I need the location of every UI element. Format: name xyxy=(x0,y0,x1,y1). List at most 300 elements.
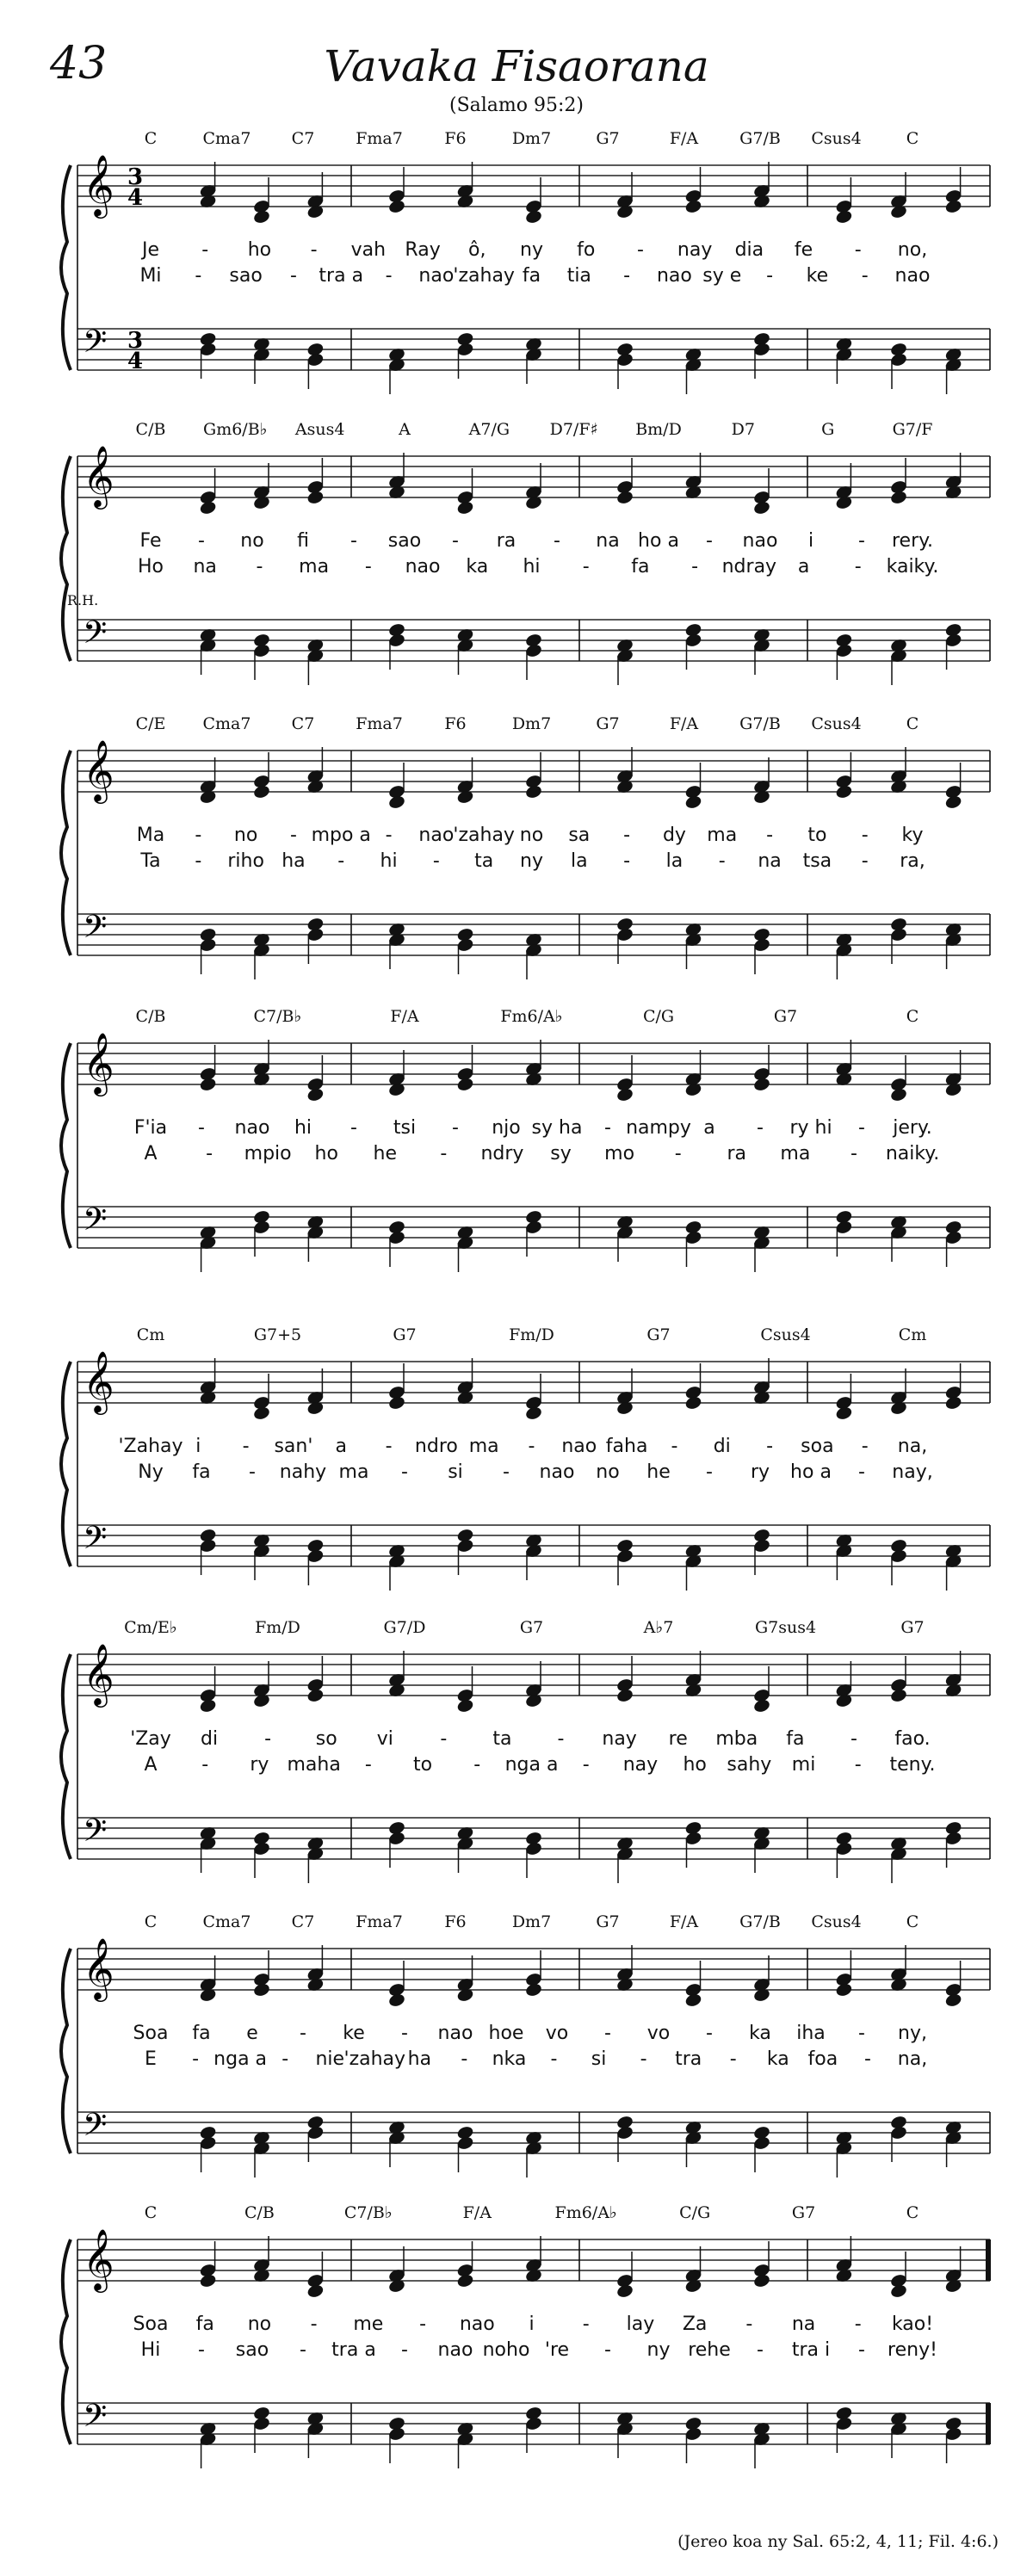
treble-notehead xyxy=(944,1992,962,2008)
lyric-syllable: Ray xyxy=(405,239,441,261)
lyric-syllable: fa xyxy=(195,2313,214,2335)
lyric-syllable: ka xyxy=(466,556,489,578)
chord-symbol: F/A xyxy=(390,1007,419,1026)
lyric-syllable: no xyxy=(519,825,544,846)
lyric-syllable: tsi xyxy=(393,1117,417,1139)
lyric-hyphen: - xyxy=(198,1117,205,1139)
lyric-hyphen: - xyxy=(264,1728,272,1750)
lyric-syllable: sy xyxy=(550,1143,572,1164)
lyric-hyphen: - xyxy=(706,530,713,552)
lyric-syllable: nao xyxy=(234,1117,270,1139)
lyric-hyphen: - xyxy=(674,1143,682,1164)
lyric-syllable: ka xyxy=(749,2023,771,2044)
chord-symbol: C/B xyxy=(135,1007,166,1026)
lyric-hyphen: - xyxy=(337,850,345,872)
lyric-syllable: nao xyxy=(742,530,778,552)
lyric-syllable: to xyxy=(807,825,827,846)
lyric-syllable: A xyxy=(144,1143,158,1164)
treble-notehead xyxy=(524,784,542,800)
lyric-line-verse-2 xyxy=(43,1754,999,1778)
lyric-line-verse-2 xyxy=(43,265,999,289)
lyric-syllable: na, xyxy=(897,2048,928,2070)
lyric-syllable: ke xyxy=(343,2023,365,2044)
treble-notehead xyxy=(199,2273,217,2289)
lyric-hyphen: - xyxy=(249,1461,256,1483)
treble-notehead xyxy=(199,1077,217,1092)
lyric-hyphen: - xyxy=(557,1728,565,1750)
lyric-hyphen: - xyxy=(861,850,869,872)
lyric-hyphen: - xyxy=(385,825,393,846)
chord-symbol: D7 xyxy=(731,420,755,439)
lyric-hyphen: - xyxy=(289,265,297,287)
treble-notehead xyxy=(835,1405,853,1421)
lyric-syllable: he xyxy=(373,1143,398,1164)
lyric-hyphen: - xyxy=(401,2023,408,2044)
time-signature-denominator: 4 xyxy=(127,349,144,374)
chord-symbol: Cma7 xyxy=(202,1912,251,1931)
chord-symbol: G7 xyxy=(596,1912,620,1931)
lyric-syllable: rehe xyxy=(688,2339,731,2361)
time-signature-numerator: 3 xyxy=(127,328,144,354)
chord-symbol: F6 xyxy=(444,129,467,148)
lyric-hyphen: - xyxy=(757,2339,764,2361)
lyric-syllable: ho a xyxy=(790,1461,832,1483)
lyric-hyphen: - xyxy=(550,2048,558,2070)
chord-symbol: G7 xyxy=(791,2203,816,2222)
treble-notehead xyxy=(252,209,270,225)
hymn-title: Vavaka Fisaorana xyxy=(324,41,709,91)
chord-symbol: C7 xyxy=(291,714,315,733)
final-barline xyxy=(986,2239,991,2281)
lyric-syllable: ho xyxy=(314,1143,338,1164)
lyric-syllable: mpio xyxy=(244,1143,292,1164)
lyric-syllable: ha xyxy=(281,850,306,872)
lyric-syllable: lay xyxy=(626,2313,655,2335)
chord-symbol: G7/B xyxy=(739,129,781,148)
right-hand-marking: R.H. xyxy=(67,592,99,608)
lyric-hyphen: - xyxy=(528,1436,535,1457)
bass-clef-icon: 𝄢 xyxy=(83,2398,108,2442)
chord-symbol: A7/G xyxy=(468,420,510,439)
lyric-syllable: hi xyxy=(523,556,541,578)
lyric-syllable: a xyxy=(703,1117,715,1139)
treble-notehead xyxy=(684,199,702,214)
lyric-syllable: ra xyxy=(496,530,516,552)
chord-symbol: C xyxy=(906,1912,919,1931)
lyric-line-verse-1 xyxy=(43,1728,999,1752)
lyric-syllable: nao xyxy=(405,556,441,578)
treble-clef-icon: 𝄞 xyxy=(83,2227,114,2290)
chord-symbol: Fma7 xyxy=(356,714,403,733)
chord-symbol: G7 xyxy=(646,1325,671,1344)
treble-notehead xyxy=(252,1405,270,1421)
lyric-syllable: Ta xyxy=(140,850,161,872)
treble-notehead xyxy=(615,1688,634,1703)
lyric-syllable: riho xyxy=(227,850,264,872)
bass-clef-icon: 𝄢 xyxy=(83,324,108,368)
lyric-syllable: nay, xyxy=(892,1461,933,1483)
chord-symbol: C7 xyxy=(291,129,315,148)
chord-symbol: C/G xyxy=(679,2203,711,2222)
lyric-syllable: teny. xyxy=(889,1754,936,1776)
lyric-line-verse-2 xyxy=(43,1461,999,1486)
treble-clef-icon: 𝄞 xyxy=(83,738,114,801)
lyric-syllable: san' xyxy=(274,1436,313,1457)
lyric-line-verse-1 xyxy=(43,825,999,849)
treble-notehead xyxy=(456,1077,474,1092)
lyric-syllable: A xyxy=(144,1754,158,1776)
lyric-syllable: Ho xyxy=(137,556,164,578)
chord-symbol: F6 xyxy=(444,1912,467,1931)
chord-symbol: Csus4 xyxy=(811,1912,862,1931)
lyric-syllable: ka xyxy=(766,2048,789,2070)
chord-symbol: Cma7 xyxy=(202,129,251,148)
chord-symbol: C xyxy=(144,129,158,148)
chord-symbol: Fma7 xyxy=(356,1912,403,1931)
treble-clef-icon: 𝄞 xyxy=(83,1350,114,1412)
lyric-syllable: soa xyxy=(801,1436,834,1457)
chord-symbol: G7 xyxy=(900,1618,925,1637)
lyric-hyphen: - xyxy=(861,825,869,846)
lyric-syllable: ry hi xyxy=(789,1117,832,1139)
lyric-syllable: ny xyxy=(646,2339,671,2361)
lyric-hyphen: - xyxy=(582,1754,590,1776)
lyric-syllable: nay xyxy=(602,1728,637,1750)
lyric-syllable: 'zahay xyxy=(343,2048,406,2070)
treble-clef-icon: 𝄞 xyxy=(83,1031,114,1094)
lyric-syllable: i xyxy=(195,1436,201,1457)
lyric-hyphen: - xyxy=(706,2023,713,2044)
chord-symbol: Gm6/B♭ xyxy=(203,420,268,439)
lyric-hyphen: - xyxy=(289,825,297,846)
lyric-syllable: ta xyxy=(474,850,494,872)
lyric-syllable: ho xyxy=(683,1754,707,1776)
lyric-syllable: ry xyxy=(250,1754,269,1776)
chord-symbol: C/B xyxy=(244,2203,275,2222)
lyric-syllable: ma xyxy=(468,1436,499,1457)
lyric-line-verse-2 xyxy=(43,2339,999,2363)
music-system xyxy=(43,1007,999,1300)
treble-notehead xyxy=(752,1698,770,1714)
lyric-hyphen: - xyxy=(300,2023,306,2044)
lyric-hyphen: - xyxy=(745,2313,753,2335)
lyric-syllable: fa xyxy=(192,1461,211,1483)
treble-notehead xyxy=(387,1992,405,2008)
chord-symbol: G7/F xyxy=(892,420,933,439)
lyric-hyphen: - xyxy=(604,2339,611,2361)
lyric-syllable: fo xyxy=(577,239,596,261)
lyric-hyphen: - xyxy=(850,1143,857,1164)
lyric-hyphen: - xyxy=(554,530,560,552)
lyric-syllable: dia xyxy=(734,239,764,261)
treble-notehead xyxy=(752,2273,770,2289)
lyric-syllable: kaiky. xyxy=(886,556,939,578)
lyric-hyphen: - xyxy=(858,2023,865,2044)
lyric-hyphen: - xyxy=(310,239,318,261)
chord-symbol: G7sus4 xyxy=(754,1618,817,1637)
lyric-hyphen: - xyxy=(201,1754,209,1776)
music-system xyxy=(43,420,999,713)
lyric-syllable: tia xyxy=(566,265,591,287)
lyric-syllable: fa xyxy=(522,265,541,287)
lyric-syllable: ha xyxy=(407,2048,432,2070)
lyric-syllable: Ny xyxy=(138,1461,164,1483)
hymn-subtitle: (Salamo 95:2) xyxy=(448,95,584,116)
lyric-syllable: 'zahay xyxy=(453,265,515,287)
treble-notehead xyxy=(615,490,634,505)
lyric-syllable: nampy xyxy=(626,1117,691,1139)
chord-symbol: C xyxy=(144,1912,158,1931)
lyric-syllable: si xyxy=(448,1461,463,1483)
treble-notehead xyxy=(387,199,405,214)
lyric-syllable: F'ia xyxy=(133,1117,168,1139)
lyric-hyphen: - xyxy=(718,850,726,872)
treble-notehead xyxy=(944,199,962,214)
lyric-hyphen: - xyxy=(604,1117,611,1139)
chord-symbol: Fm/D xyxy=(509,1325,554,1344)
lyric-syllable: ma xyxy=(338,1461,369,1483)
lyric-syllable: ndro xyxy=(414,1436,458,1457)
lyric-hyphen: - xyxy=(766,825,774,846)
treble-notehead xyxy=(387,794,405,810)
lyric-syllable: me xyxy=(353,2313,384,2335)
chord-symbol: G7/B xyxy=(739,1912,781,1931)
lyric-syllable: sy e xyxy=(702,265,742,287)
lyric-line-verse-1 xyxy=(43,2023,999,2047)
chord-symbol: C xyxy=(906,129,919,148)
lyric-syllable: ma xyxy=(299,556,330,578)
lyric-hyphen: - xyxy=(640,2048,647,2070)
treble-clef-icon: 𝄞 xyxy=(83,1642,114,1705)
lyric-line-verse-2 xyxy=(43,850,999,874)
lyric-syllable: a xyxy=(335,1436,347,1457)
chord-symbol: Asus4 xyxy=(294,420,345,439)
lyric-syllable: mo xyxy=(604,1143,635,1164)
lyric-hyphen: - xyxy=(364,556,372,578)
lyric-syllable: to xyxy=(413,1754,433,1776)
lyric-syllable: re xyxy=(668,1728,688,1750)
lyric-hyphen: - xyxy=(192,2048,200,2070)
lyric-line-verse-2 xyxy=(43,1143,999,1167)
lyric-syllable: dy xyxy=(662,825,686,846)
treble-clef-icon: 𝄞 xyxy=(83,444,114,507)
lyric-syllable: fao. xyxy=(894,1728,931,1750)
lyric-syllable: ny xyxy=(520,239,543,261)
treble-notehead xyxy=(835,209,853,225)
lyric-syllable: ndray xyxy=(721,556,777,578)
lyric-syllable: tra a xyxy=(319,265,364,287)
lyric-hyphen: - xyxy=(623,825,631,846)
lyric-syllable: faha xyxy=(605,1436,648,1457)
chord-symbol: C7/B♭ xyxy=(253,1007,302,1026)
lyric-syllable: tra xyxy=(675,2048,702,2070)
lyric-hyphen: - xyxy=(242,1436,250,1457)
treble-clef-icon: 𝄞 xyxy=(83,153,114,216)
lyric-syllable: noho xyxy=(482,2339,530,2361)
lyric-syllable: nao xyxy=(539,1461,575,1483)
lyric-syllable: ky xyxy=(901,825,924,846)
chord-symbol: G7+5 xyxy=(253,1325,302,1344)
treble-notehead xyxy=(889,2283,907,2299)
chord-symbol: F/A xyxy=(462,2203,492,2222)
lyric-syllable: sao xyxy=(235,2339,269,2361)
chord-symbol: C xyxy=(906,1007,919,1026)
lyric-syllable: ny xyxy=(520,850,543,872)
chord-symbol: C7/B♭ xyxy=(343,2203,393,2222)
lyric-syllable: ra xyxy=(727,1143,747,1164)
chord-symbol: G7 xyxy=(519,1618,544,1637)
lyric-syllable: vi xyxy=(376,1728,393,1750)
lyric-hyphen: - xyxy=(195,825,202,846)
treble-notehead xyxy=(252,784,270,800)
chord-symbol: G xyxy=(821,420,835,439)
lyric-hyphen: - xyxy=(854,2313,862,2335)
treble-notehead xyxy=(944,794,962,810)
lyric-syllable: na xyxy=(193,556,217,578)
lyric-hyphen: - xyxy=(350,1117,357,1139)
lyric-syllable: la xyxy=(665,850,684,872)
lyric-syllable: si xyxy=(591,2048,607,2070)
lyric-syllable: vo xyxy=(646,2023,671,2044)
lyric-syllable: 're xyxy=(544,2339,570,2361)
treble-notehead xyxy=(456,2273,474,2289)
treble-notehead xyxy=(456,500,474,516)
lyric-hyphen: - xyxy=(300,2339,306,2361)
lyric-syllable: no xyxy=(596,1461,620,1483)
lyric-syllable: nao xyxy=(418,825,455,846)
lyric-hyphen: - xyxy=(195,850,202,872)
lyric-syllable: tra a xyxy=(331,2339,376,2361)
lyric-syllable: di xyxy=(201,1728,219,1750)
lyric-syllable: jery. xyxy=(893,1117,932,1139)
music-system xyxy=(43,2203,999,2496)
lyric-hyphen: - xyxy=(350,530,357,552)
lyric-syllable: ho a xyxy=(638,530,679,552)
lyric-hyphen: - xyxy=(364,1754,372,1776)
lyric-hyphen: - xyxy=(671,1436,678,1457)
treble-notehead xyxy=(199,500,217,516)
lyric-line-verse-1 xyxy=(43,239,999,263)
lyric-hyphen: - xyxy=(385,1436,393,1457)
lyric-hyphen: - xyxy=(858,1461,865,1483)
music-system xyxy=(43,1912,999,2205)
chord-symbol: Cma7 xyxy=(202,714,251,733)
bass-clef-icon: 𝄢 xyxy=(83,1202,108,1245)
lyric-syllable: ta xyxy=(492,1728,512,1750)
treble-notehead xyxy=(252,1982,270,1998)
lyric-hyphen: - xyxy=(623,850,631,872)
music-system xyxy=(43,129,999,422)
lyric-syllable: Mi xyxy=(139,265,162,287)
bass-clef-icon: 𝄢 xyxy=(83,1520,108,1564)
lyric-syllable: Ma xyxy=(136,825,165,846)
lyric-hyphen: - xyxy=(858,2339,865,2361)
lyric-syllable: nka xyxy=(492,2048,527,2070)
lyric-syllable: nay xyxy=(622,1754,659,1776)
lyric-syllable: ma xyxy=(780,1143,811,1164)
lyric-syllable: mba xyxy=(715,1728,758,1750)
lyric-hyphen: - xyxy=(706,1461,713,1483)
treble-notehead xyxy=(835,784,853,800)
treble-notehead xyxy=(306,490,325,505)
lyric-syllable: ra, xyxy=(900,850,925,872)
lyric-syllable: nao xyxy=(894,265,931,287)
treble-notehead xyxy=(835,1982,853,1998)
final-barline xyxy=(986,2403,991,2444)
chord-symbol: D7/F♯ xyxy=(549,420,598,439)
music-system xyxy=(43,1325,999,1618)
chord-symbol: G7 xyxy=(393,1325,417,1344)
lyric-syllable: vah xyxy=(350,239,387,261)
lyric-syllable: fa xyxy=(192,2023,211,2044)
lyric-syllable: na, xyxy=(897,1436,928,1457)
chord-symbol: Dm7 xyxy=(511,714,552,733)
lyric-line-verse-1 xyxy=(43,1436,999,1460)
bass-clef-icon: 𝄢 xyxy=(83,615,108,658)
chord-symbol: F/A xyxy=(669,714,699,733)
chord-symbol: F6 xyxy=(444,714,467,733)
chord-symbol: C xyxy=(906,2203,919,2222)
treble-notehead xyxy=(752,500,770,516)
lyric-syllable: 'zahay xyxy=(453,825,515,846)
lyric-syllable: nay xyxy=(677,239,713,261)
lyric-syllable: sy ha xyxy=(531,1117,583,1139)
lyric-hyphen: - xyxy=(440,1143,448,1164)
lyric-syllable: no xyxy=(240,530,264,552)
lyric-syllable: njo xyxy=(492,1117,521,1139)
lyric-hyphen: - xyxy=(582,2313,590,2335)
chord-symbol: C/G xyxy=(642,1007,675,1026)
treble-notehead xyxy=(306,2283,325,2299)
lyric-syllable: Fe xyxy=(139,530,162,552)
lyric-hyphen: - xyxy=(691,556,699,578)
chord-symbol: C/B xyxy=(135,420,166,439)
lyric-syllable: so xyxy=(315,1728,337,1750)
chord-symbol: G7/D xyxy=(383,1618,426,1637)
treble-notehead xyxy=(199,1698,217,1714)
lyric-syllable: Hi xyxy=(140,2339,161,2361)
lyric-syllable: na xyxy=(791,2313,816,2335)
treble-notehead xyxy=(889,1688,907,1703)
chord-symbol: Cm xyxy=(898,1325,927,1344)
lyric-hyphen: - xyxy=(195,265,202,287)
lyric-syllable: vo xyxy=(545,2023,569,2044)
lyric-hyphen: - xyxy=(854,239,862,261)
chord-symbol: G7 xyxy=(596,129,620,148)
lyric-syllable: nao xyxy=(437,2339,473,2361)
lyric-syllable: ndry xyxy=(480,1143,524,1164)
lyric-syllable: nao xyxy=(418,265,455,287)
lyric-syllable: i xyxy=(529,2313,535,2335)
chord-symbol: F/A xyxy=(669,1912,699,1931)
lyric-syllable: ke xyxy=(806,265,829,287)
lyric-hyphen: - xyxy=(850,1728,857,1750)
chord-symbol: Csus4 xyxy=(811,129,862,148)
lyric-line-verse-1 xyxy=(43,1117,999,1141)
lyric-syllable: no, xyxy=(897,239,928,261)
time-signature-denominator: 4 xyxy=(127,185,144,211)
lyric-syllable: 'Zahay xyxy=(118,1436,183,1457)
chord-symbol: G7/B xyxy=(739,714,781,733)
lyric-hyphen: - xyxy=(310,2313,318,2335)
treble-notehead xyxy=(615,2283,634,2299)
lyric-hyphen: - xyxy=(503,1461,510,1483)
lyric-hyphen: - xyxy=(766,265,774,287)
lyric-syllable: Za xyxy=(682,2313,708,2335)
chord-symbol: Fm/D xyxy=(255,1618,300,1637)
lyric-syllable: fa xyxy=(631,556,650,578)
lyric-syllable: hi xyxy=(380,850,398,872)
